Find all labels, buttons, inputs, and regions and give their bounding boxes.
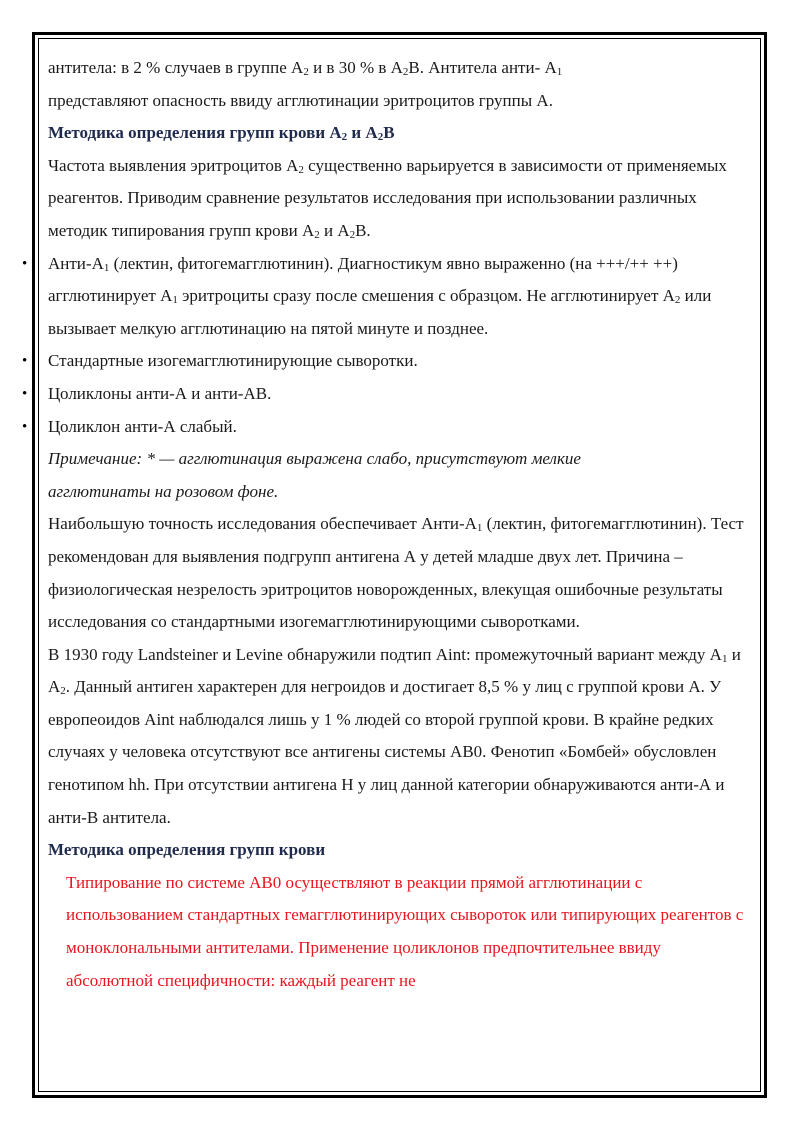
heading-a2-method: Методика определения групп крови А2 и А2В [48,123,395,144]
document-body [48,52,748,997]
paragraph-ab0-typing: Типирование по системе АВ0 осуществляют в реакции прямой агглютинации с использованием стандартных гемагглютинирующих сывороток или типирующих реагентов с моноклональными антителами. Применение цоликлонов предпочтительнее ввиду абсолютной специфичности: каждый реагент не [66,872,744,990]
list-item-anti-a1: • Анти-А1 (лектин, фитогемагглютинин). Диагностикум явно выраженно (на +++/++ ++) агглютинирует А1 эритроциты сразу после смешения с образцом. Не агглютинирует А2 или вызывает мелкую агглютинацию на пятой минуте и позднее. [48,248,748,346]
note: Примечание: * — агглютинация выражена слабо, присутствуют мелкие агглютинаты на розовом фоне. [48,449,581,501]
list-item-standard-sera: • Стандартные изогемагглютинирующие сыворотки. [48,345,748,378]
list-item-coliclone-weak: • Цоликлон анти-А слабый. [48,411,748,444]
heading-blood-group-method: Методика определения групп крови [48,840,326,860]
list-item-coliclones: • Цоликлоны анти-А и анти-АВ. [48,378,748,411]
paragraph-aint: В 1930 году Landsteiner и Levine обнаружили подтип Aint: промежуточный вариант между А1 и А2. Данный антиген характерен для негроидов и достигает 8,5 % у лиц с группой крови А. У европеоидов Aint наблюдался лишь у 1 % людей со второй группой крови. В крайне редких случаях у человека отсутствуют все антигены системы АВ0. Фенотип «Бомбей» обусловлен генотипом hh. При отсутствии антигена Н у лиц данной категории обнаруживаются анти-А и анти-В антитела. [48,644,741,827]
paragraph-frequency: Частота выявления эритроцитов А2 существенно варьируется в зависимости от применяемых реагентов. Приводим сравнение результатов исследования при использовании различных методик типирования групп крови А2 и А2В. [48,155,727,241]
paragraph-antibodies: антитела: в 2 % случаев в группе А2 и в 30 % в А2В. Антитела анти- А1 представляют опасность ввиду агглютинации эритроцитов группы А. [48,58,563,110]
paragraph-accuracy: Наибольшую точность исследования обеспечивает Анти-А1 (лектин, фитогемагглютинин). Тест рекомендован для выявления подгрупп антигена А у детей младше двух лет. Причина – физиологическая незрелость эритроцитов новорожденных, влекущая ошибочные результаты исследования со стандартными изогемагглютинирующими сыворотками. [48,514,744,632]
